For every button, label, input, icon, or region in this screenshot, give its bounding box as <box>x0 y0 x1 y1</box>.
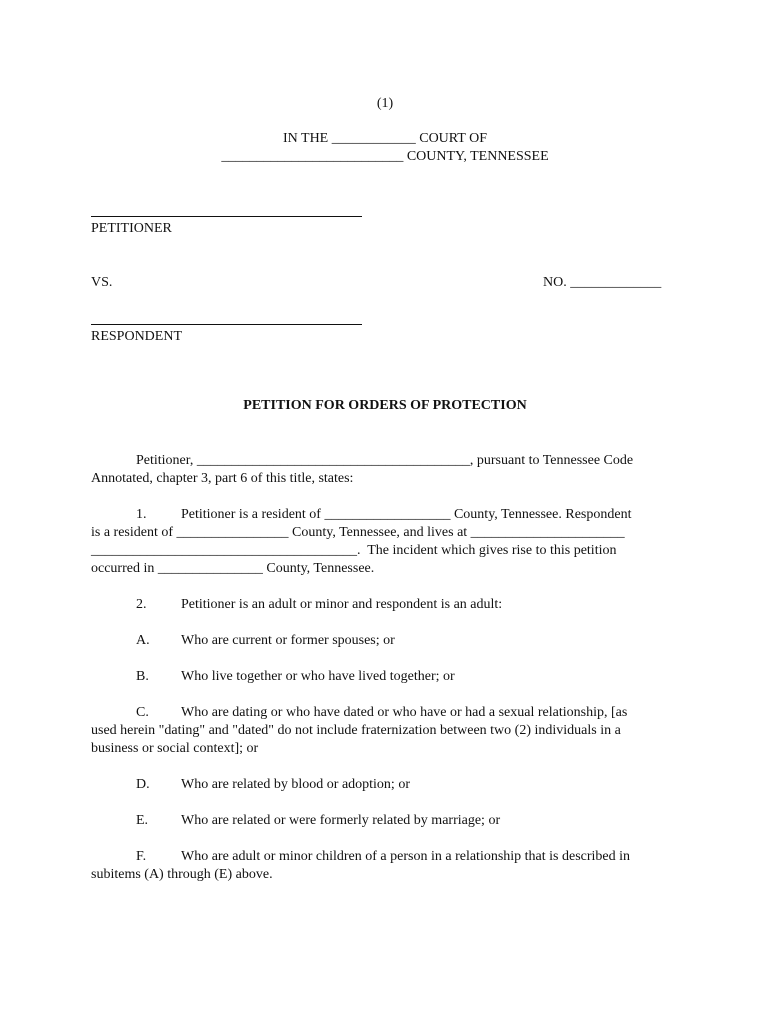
item-a-label: A. <box>136 633 150 648</box>
document-title: PETITION FOR ORDERS OF PROTECTION <box>243 398 527 413</box>
item-a-text: Who are current or former spouses; or <box>181 633 395 648</box>
case-number-label: NO. _____________ <box>543 275 662 290</box>
petitioner-signature-line <box>91 216 362 217</box>
paragraph-2-number: 2. <box>136 597 147 612</box>
item-d-label: D. <box>136 777 150 792</box>
paragraph-2-text: Petitioner is an adult or minor and respondent is an adult: <box>181 597 503 612</box>
item-e-text: Who are related or were formerly related by marriage; or <box>181 813 501 828</box>
respondent-signature-line <box>91 324 362 325</box>
paragraph-1-line-1: Petitioner is a resident of __________________ County, Tennessee. Respondent <box>181 507 632 522</box>
item-d-text: Who are related by blood or adoption; or <box>181 777 410 792</box>
paragraph-1-line-3: ______________________________________. The incident which gives rise to this petition <box>91 543 617 558</box>
item-f-line-2: subitems (A) through (E) above. <box>91 867 273 882</box>
item-c-label: C. <box>136 705 149 720</box>
paragraph-1-line-4: occurred in _______________ County, Tennessee. <box>91 561 375 576</box>
item-b-text: Who live together or who have lived together; or <box>181 669 455 684</box>
item-c-line-3: business or social context]; or <box>91 741 259 756</box>
court-line-1: IN THE ____________ COURT OF <box>283 131 487 146</box>
paragraph-1-number: 1. <box>136 507 147 522</box>
respondent-label: RESPONDENT <box>91 329 183 344</box>
court-line-2: __________________________ COUNTY, TENNESSEE <box>221 149 549 164</box>
petitioner-label: PETITIONER <box>91 221 172 236</box>
page-number: (1) <box>376 96 394 111</box>
item-c-line-2: used herein "dating" and "dated" do not include fraternization between two (2) individuals in a <box>91 723 621 738</box>
intro-line-1: Petitioner, _______________________________________, pursuant to Tennessee Code <box>136 453 634 468</box>
item-c-line-1: Who are dating or who have dated or who have or had a sexual relationship, [as <box>181 705 628 720</box>
vs-label: VS. <box>91 275 113 290</box>
paragraph-1-line-2: is a resident of ________________ County, Tennessee, and lives at ______________________ <box>91 525 625 540</box>
item-f-label: F. <box>136 849 147 864</box>
item-b-label: B. <box>136 669 149 684</box>
intro-line-2: Annotated, chapter 3, part 6 of this title, states: <box>91 471 354 486</box>
item-e-label: E. <box>136 813 149 828</box>
item-f-line-1: Who are adult or minor children of a person in a relationship that is described in <box>181 849 631 864</box>
